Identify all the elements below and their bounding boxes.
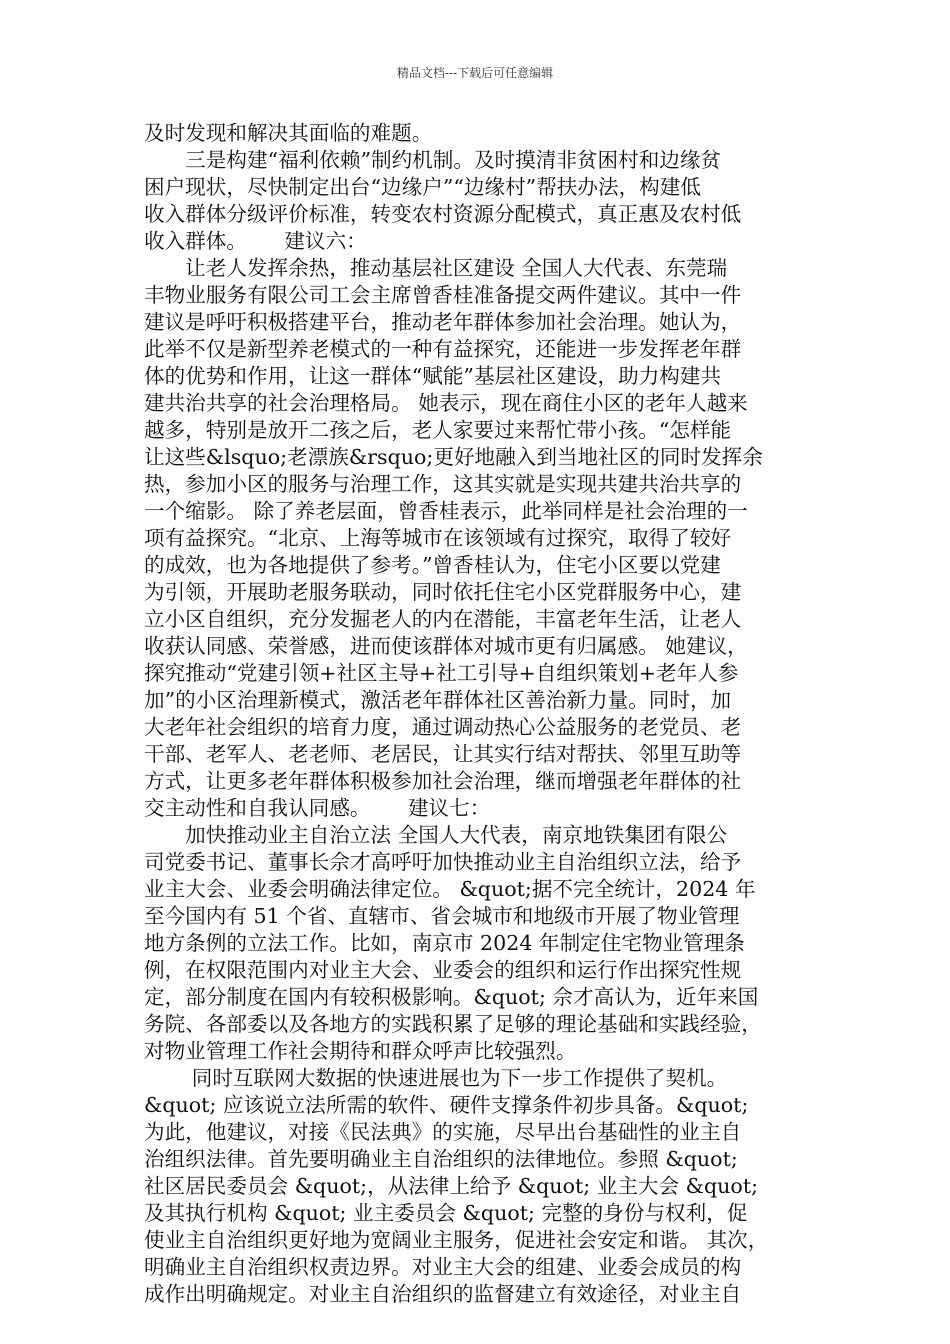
text-line: 热，参加小区的服务与治理工作，这其实就是实现共建共治共享的 [144, 472, 742, 496]
text-line: 加快推动业主自治立法 全国人大代表，南京地铁集团有限公 [144, 823, 728, 847]
text-line: 丰物业服务有限公司工会主席曾香桂准备提交两件建议。其中一件 [144, 283, 742, 307]
document-body [144, 120, 819, 1308]
text-line: 建共治共享的社会治理格局。 她表示，现在商住小区的老年人越来 [144, 391, 748, 415]
text-line: 项有益探究。“北京、上海等城市在该领域有过探究，取得了较好 [144, 526, 732, 550]
text-line: 业主大会、业委会明确法律定位。 &quot;据不完全统计，2024 年 [144, 877, 756, 901]
text-line: 一个缩影。 除了养老层面，曾香桂表示，此举同样是社会治理的一 [144, 499, 748, 523]
page-header: 精品文档---下载后可任意编辑 [396, 66, 554, 80]
text-line: 及时发现和解决其面临的难题。 [144, 121, 433, 145]
text-line: 同时互联网大数据的快速进展也为下一步工作提供了契机。 [144, 1066, 728, 1090]
text-line: 交主动性和自我认同感。 建议七： [144, 796, 491, 820]
text-line: 司党委书记、董事长佘才高呼吁加快推动业主自治组织立法，给予 [144, 850, 742, 874]
text-line: 为引领，开展助老服务联动，同时依托住宅小区党群服务中心，建 [144, 580, 742, 604]
text-line: 大老年社会组织的培育力度，通过调动热心公益服务的老党员、老 [144, 715, 742, 739]
text-line: 探究推动“党建引领+社区主导+社工引导+自组织策划+老年人参 [144, 661, 739, 685]
text-line: 干部、老军人、老老师、老居民，让其实行结对帮扶、邻里互助等 [144, 742, 742, 766]
text-line: 加”的小区治理新模式，激活老年群体社区善治新力量。同时，加 [144, 688, 732, 712]
text-line: 体的优势和作用，让这一群体“赋能”基层社区建设，助力构建共 [144, 364, 722, 388]
text-line: 收获认同感、荣誉感，进而使该群体对城市更有归属感。 她建议， [144, 634, 748, 658]
text-line: 成作出明确规定。对业主自治组织的监督建立有效途径，对业主自 [144, 1282, 742, 1306]
text-line: 地方条例的立法工作。比如，南京市 2024 年制定住宅物业管理条 [144, 931, 745, 955]
text-line: 立小区自组织，充分发掘老人的内在潜能，丰富老年生活，让老人 [144, 607, 742, 631]
text-line: 困户现状，尽快制定出台“边缘户”“边缘村”帮扶办法，构建低 [144, 175, 701, 199]
text-line: 定，部分制度在国内有较积极影响。&quot; 佘才高认为，近年来国 [144, 985, 759, 1009]
text-line: 及其执行机构 &quot; 业主委员会 &quot; 完整的身份与权利，促 [144, 1201, 748, 1225]
text-line: 此举不仅是新型养老模式的一种有益探究，还能进一步发挥老年群 [144, 337, 742, 361]
text-line: 方式，让更多老年群体积极参加社会治理，继而增强老年群体的社 [144, 769, 742, 793]
text-line: &quot; 应该说立法所需的软件、硬件支撑条件初步具备。&quot; [144, 1093, 749, 1117]
text-line: 三是构建“福利依赖”制约机制。及时摸清非贫困村和边缘贫 [144, 148, 722, 172]
text-line: 收入群体。 建议六： [144, 229, 367, 253]
text-line: 治组织法律。首先要明确业主自治组织的法律地位。参照 &quot; [144, 1147, 738, 1171]
text-line: 越多，特别是放开二孩之后，老人家要过来帮忙带小孩。“怎样能 [144, 418, 732, 442]
text-line: 社区居民委员会 &quot;，从法律上给予 &quot; 业主大会 &quot; [144, 1174, 759, 1198]
text-line: 的成效，也为各地提供了参考。”曾香桂认为，住宅小区要以党建 [144, 553, 721, 577]
text-line: 使业主自治组织更好地为宽阔业主服务，促进社会安定和谐。 其次， [144, 1228, 769, 1252]
text-line: 收入群体分级评价标准，转变农村资源分配模式，真正惠及农村低 [144, 202, 742, 226]
text-line: 为此，他建议，对接《民法典》的实施，尽早出台基础性的业主自 [144, 1120, 742, 1144]
text-line: 明确业主自治组织权责边界。对业主大会的组建、业委会成员的构 [144, 1255, 742, 1279]
text-line: 让这些&lsquo;老漂族&rsquo;更好地融入到当地社区的同时发挥余 [144, 445, 763, 469]
text-line: 至今国内有 51 个省、直辖市、省会城市和地级市开展了物业管理 [144, 904, 740, 928]
text-line: 建议是呼吁积极搭建平台，推动老年群体参加社会治理。她认为， [144, 310, 742, 334]
text-line: 务院、各部委以及各地方的实践积累了足够的理论基础和实践经验， [144, 1012, 762, 1036]
text-line: 对物业管理工作社会期待和群众呼声比较强烈。 [144, 1039, 577, 1063]
text-line: 让老人发挥余热，推动基层社区建设 全国人大代表、东莞瑞 [144, 256, 728, 280]
text-line: 例，在权限范围内对业主大会、业委会的组织和运行作出探究性规 [144, 958, 742, 982]
